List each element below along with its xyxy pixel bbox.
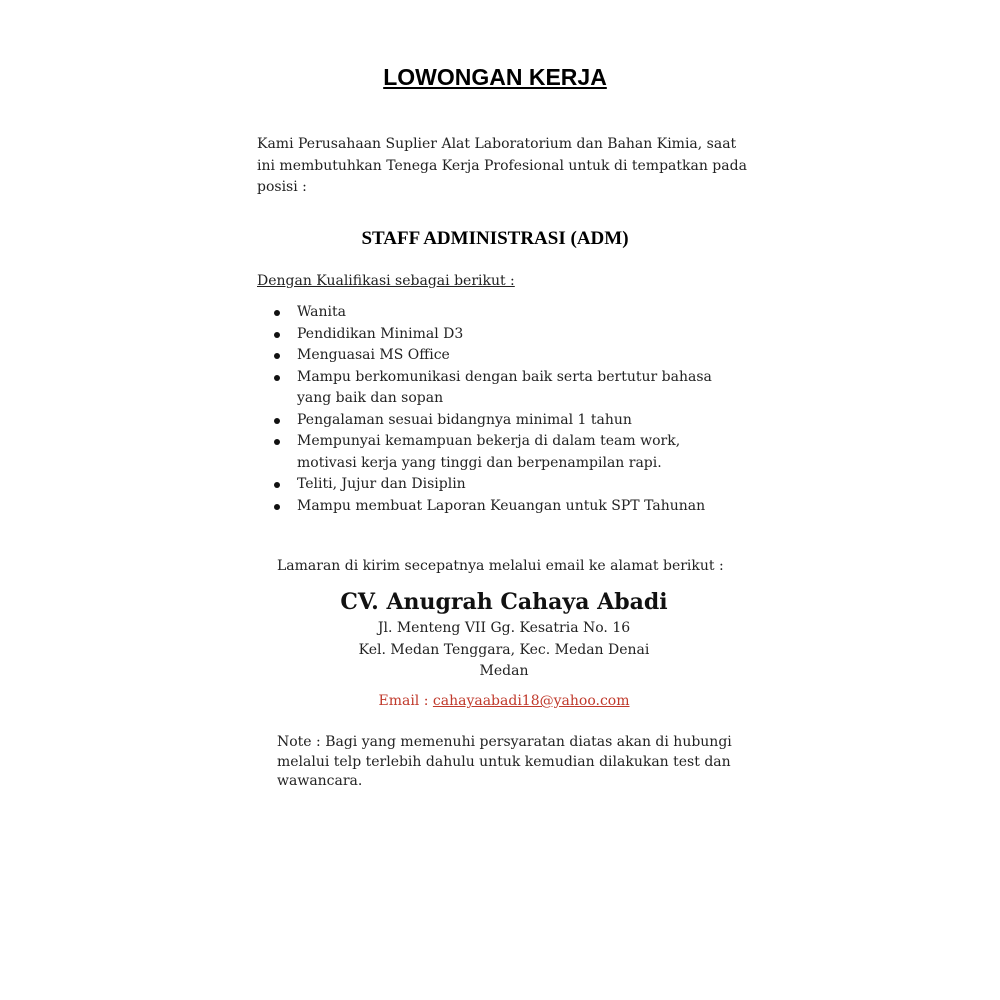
address-city: Medan: [479, 663, 529, 679]
qualification-text: Pengalaman sesuai bidangnya minimal 1 tahun: [297, 411, 632, 428]
bullet-icon: [274, 332, 280, 338]
email-link[interactable]: cahayaabadi18@yahoo.com: [432, 693, 630, 709]
bullet-icon: [274, 418, 280, 424]
send-application-note: Lamaran di kirim secepatnya melalui email ke alamat berikut :: [277, 558, 724, 574]
email-label: Email :: [378, 693, 433, 709]
bullet-icon: [274, 375, 280, 381]
company-block: [0, 588, 1000, 683]
list-item: [257, 410, 727, 432]
address-line-1: Jl. Menteng VII Gg. Kesatria No. 16: [377, 620, 631, 636]
list-item: [257, 431, 727, 474]
footer-note: Note : Bagi yang memenuhi persyaratan diatas akan di hubungi melalui telp terlebih dahulu untuk kemudian dilakukan test dan wawancara.: [277, 734, 732, 789]
qualifications-heading: Dengan Kualifikasi sebagai berikut :: [257, 273, 515, 289]
qualification-text: Menguasai MS Office: [297, 347, 450, 363]
list-item: [257, 496, 727, 518]
address-line-2: Kel. Medan Tenggara, Kec. Medan Denai: [358, 641, 650, 658]
bullet-icon: [274, 482, 280, 488]
list-item: [257, 302, 727, 324]
bullet-icon: [274, 310, 280, 316]
bullet-icon: [274, 504, 280, 510]
qualification-text: Pendidikan Minimal D3: [297, 325, 464, 342]
qualification-text: Mempunyai kemampuan bekerja di dalam team work, motivasi kerja yang tinggi dan berpenampilan rapi.: [297, 433, 681, 471]
qualifications-list: [257, 302, 727, 517]
qualification-text: Mampu membuat Laporan Keuangan untuk SPT Tahunan: [297, 497, 706, 514]
bullet-icon: [274, 439, 280, 445]
document-title: LOWONGAN KERJA: [383, 64, 607, 90]
email-line: [0, 693, 1000, 709]
list-item: [257, 367, 727, 410]
bullet-icon: [274, 353, 280, 359]
qualification-text: Wanita: [297, 304, 346, 320]
list-item: [257, 345, 727, 367]
list-item: [257, 474, 727, 496]
position-title: STAFF ADMINISTRASI (ADM): [361, 228, 629, 249]
qualification-text: Mampu berkomunikasi dengan baik serta bertutur bahasa yang baik dan sopan: [297, 368, 712, 406]
intro-paragraph: Kami Perusahaan Suplier Alat Laboratorium dan Bahan Kimia, saat ini membutuhkan Tenega Kerja Profesional untuk di tempatkan pada posisi :: [257, 136, 747, 195]
list-item: [257, 324, 727, 346]
qualification-text: Teliti, Jujur dan Disiplin: [297, 476, 466, 492]
company-name: CV. Anugrah Cahaya Abadi: [340, 589, 668, 615]
